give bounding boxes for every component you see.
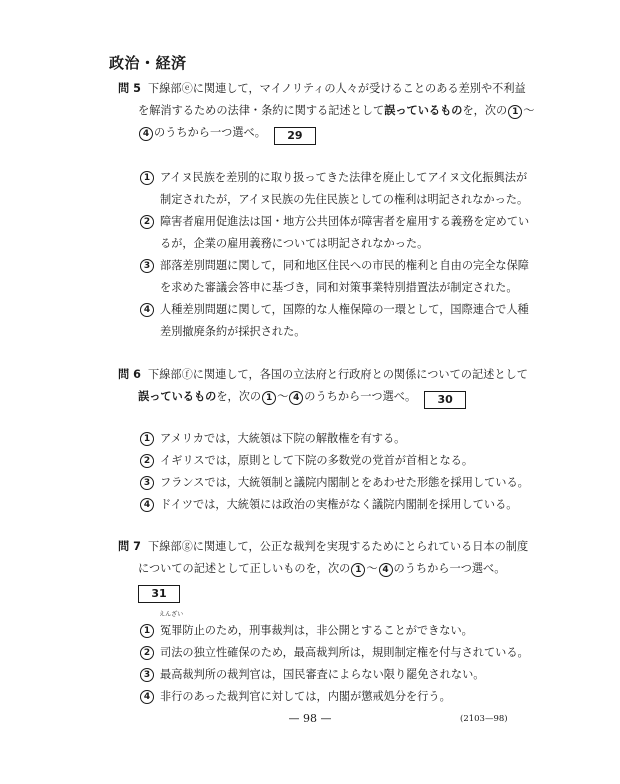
question-text: を，次の — [462, 104, 508, 117]
circled-number: 4 — [289, 391, 303, 405]
circled-number: 1 — [508, 105, 522, 119]
option-text: 司法の独立性確保のため，最高裁判所は，規則制定権を付与されている。 — [160, 646, 529, 659]
option-2 — [140, 642, 530, 664]
circled-number: 1 — [351, 563, 365, 577]
option-number: 3 — [140, 668, 154, 682]
option-2 — [140, 450, 530, 472]
question-text: を，次の — [216, 390, 262, 403]
option-number: 3 — [140, 476, 154, 490]
option-number: 1 — [140, 624, 154, 638]
option-3 — [140, 664, 530, 686]
option-number: 4 — [140, 690, 154, 704]
option-text: るが，企業の雇用義務については明記されなかった。 — [160, 237, 429, 250]
option-text: 防止のため，刑事裁判は，非公開とすることができない。 — [182, 624, 473, 637]
question-number: 問 5 — [118, 82, 141, 95]
ruby-word — [159, 611, 184, 642]
option-3 — [140, 472, 530, 494]
answer-box: 30 — [424, 391, 466, 409]
question-text: を解消するための法律・条約に関する記述として — [138, 104, 385, 117]
option-2 — [140, 211, 530, 255]
question-number: 問 6 — [118, 368, 141, 381]
circled-number: 1 — [262, 391, 276, 405]
question-text: ～ — [523, 104, 535, 117]
question-text: ～ — [366, 562, 378, 575]
section-title: 政治・経済 — [109, 54, 187, 72]
question-5 — [118, 78, 535, 144]
option-text: イギリスでは，原則として下院の多数党の党首が首相となる。 — [160, 454, 474, 467]
question-text: 下線部ⓕに関連して，各国の立法府と行政府との関係についての記述として — [148, 368, 528, 381]
option-3 — [140, 255, 530, 299]
question-number: 問 7 — [118, 540, 141, 553]
option-number: 3 — [140, 259, 154, 273]
option-text: ドイツでは，大統領には政治の実権がなく議院内閣制を採用している。 — [160, 498, 518, 511]
question-text: ～ — [277, 390, 289, 403]
option-4 — [140, 299, 530, 343]
options-q5 — [140, 167, 530, 343]
circled-number: 4 — [379, 563, 393, 577]
option-text: フランスでは，大統領制と議院内閣制とをあわせた形態を採用している。 — [160, 476, 529, 489]
answer-box: 31 — [138, 585, 180, 603]
option-number: 2 — [140, 646, 154, 660]
question-6 — [118, 364, 528, 408]
question-7 — [118, 536, 528, 602]
option-1 — [140, 611, 530, 642]
answer-box: 29 — [274, 127, 316, 145]
document-code: (2103—98) — [460, 714, 508, 724]
option-text: を求めた審議会答申に基づき，同和対策事業特別措置法が制定された。 — [160, 281, 518, 294]
option-text: 差別撤廃条約が採択された。 — [160, 325, 306, 338]
option-1 — [140, 167, 530, 211]
question-text: のうちから一つ選べ。 — [304, 390, 417, 403]
ruby-base: 冤罪 — [160, 624, 183, 637]
option-number: 1 — [140, 432, 154, 446]
option-text: 部落差別問題に関して，同和地区住民への市民的権利と自由の完全な保障 — [160, 259, 529, 272]
option-text: アメリカでは，大統領は下院の解散権を有する。 — [160, 432, 406, 445]
option-text: 人種差別問題に関して，国際的な人権保障の一環として，国際連合で人種 — [160, 303, 529, 316]
question-text: のうちから一つ選べ。 — [393, 562, 506, 575]
option-4 — [140, 494, 530, 516]
option-number: 2 — [140, 454, 154, 468]
option-text: 非行のあった裁判官に対しては，内閣が懲戒処分を行う。 — [160, 690, 451, 703]
option-number: 1 — [140, 171, 154, 185]
page-number: — 98 — — [288, 712, 332, 725]
question-text: についての記述として正しいものを，次の — [138, 562, 351, 575]
option-text: 制定されたが，アイヌ民族の先住民族としての権利は明記されなかった。 — [160, 193, 529, 206]
option-text: アイヌ民族を差別的に取り扱ってきた法律を廃止してアイヌ文化振興法が — [160, 171, 528, 184]
emphasis-text: 誤っているもの — [384, 104, 463, 117]
option-4 — [140, 686, 530, 708]
option-text: 障害者雇用促進法は国・地方公共団体が障害者を雇用する義務を定めてい — [160, 215, 530, 228]
question-text: 下線部ⓖに関連して，公正な裁判を実現するためにとられている日本の制度 — [148, 540, 529, 553]
question-text: 下線部ⓔに関連して，マイノリティの人々が受けることのある差別や不利益 — [148, 82, 526, 95]
ruby-reading: えんざい — [159, 611, 184, 618]
option-number: 2 — [140, 215, 154, 229]
option-text: 最高裁判所の裁判官は，国民審査によらない限り罷免されない。 — [160, 668, 485, 681]
circled-number: 4 — [139, 127, 153, 141]
options-q6 — [140, 428, 530, 516]
option-number: 4 — [140, 303, 154, 317]
question-text: のうちから一つ選べ。 — [154, 126, 266, 139]
option-number: 4 — [140, 498, 154, 512]
option-1 — [140, 428, 530, 450]
emphasis-text: 誤っているもの — [138, 390, 217, 403]
options-q7 — [140, 611, 530, 708]
